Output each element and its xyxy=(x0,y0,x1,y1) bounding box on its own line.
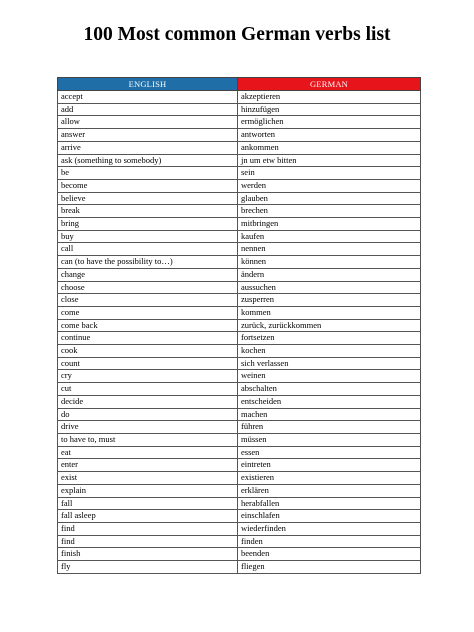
english-cell: cut xyxy=(58,383,238,396)
english-cell: explain xyxy=(58,484,238,497)
german-cell: glauben xyxy=(238,192,421,205)
german-cell: müssen xyxy=(238,433,421,446)
german-cell: ändern xyxy=(238,268,421,281)
english-cell: find xyxy=(58,522,238,535)
page-title: 100 Most common German verbs list xyxy=(83,24,391,45)
english-cell: fall xyxy=(58,497,238,510)
table-row xyxy=(58,383,421,396)
verbs-table xyxy=(57,77,421,574)
german-cell: zurück, zurückkommen xyxy=(238,319,421,332)
table-row xyxy=(58,408,421,421)
english-cell: can (to have the possibility to…) xyxy=(58,256,238,269)
english-cell: add xyxy=(58,103,238,116)
table-row xyxy=(58,205,421,218)
table-row xyxy=(58,510,421,523)
table-row xyxy=(58,268,421,281)
header-english: ENGLISH xyxy=(58,78,238,91)
english-cell: to have to, must xyxy=(58,433,238,446)
table-row xyxy=(58,446,421,459)
german-cell: einschlafen xyxy=(238,510,421,523)
table-row xyxy=(58,345,421,358)
german-cell: kochen xyxy=(238,345,421,358)
english-cell: cry xyxy=(58,370,238,383)
english-cell: break xyxy=(58,205,238,218)
english-cell: ask (something to somebody) xyxy=(58,154,238,167)
header-german: GERMAN xyxy=(238,78,421,91)
german-cell: herabfallen xyxy=(238,497,421,510)
german-cell: existieren xyxy=(238,472,421,485)
table-row xyxy=(58,433,421,446)
table-row xyxy=(58,548,421,561)
german-cell: essen xyxy=(238,446,421,459)
table-row xyxy=(58,129,421,142)
table-row xyxy=(58,91,421,104)
table-row xyxy=(58,535,421,548)
table-row xyxy=(58,370,421,383)
german-cell: werden xyxy=(238,179,421,192)
table-row xyxy=(58,154,421,167)
english-cell: close xyxy=(58,294,238,307)
table-row xyxy=(58,230,421,243)
german-cell: machen xyxy=(238,408,421,421)
table-row xyxy=(58,319,421,332)
english-cell: continue xyxy=(58,332,238,345)
german-cell: sein xyxy=(238,167,421,180)
german-cell: brechen xyxy=(238,205,421,218)
english-cell: eat xyxy=(58,446,238,459)
german-cell: hinzufügen xyxy=(238,103,421,116)
table-row xyxy=(58,459,421,472)
german-cell: mitbringen xyxy=(238,218,421,231)
table-row xyxy=(58,472,421,485)
german-cell: erklären xyxy=(238,484,421,497)
german-cell: akzeptieren xyxy=(238,91,421,104)
english-cell: fly xyxy=(58,561,238,574)
german-cell: kommen xyxy=(238,306,421,319)
english-cell: come xyxy=(58,306,238,319)
table-row xyxy=(58,243,421,256)
english-cell: change xyxy=(58,268,238,281)
english-cell: find xyxy=(58,535,238,548)
english-cell: call xyxy=(58,243,238,256)
german-cell: antworten xyxy=(238,129,421,142)
english-cell: drive xyxy=(58,421,238,434)
table-row xyxy=(58,497,421,510)
table-row xyxy=(58,281,421,294)
german-cell: fliegen xyxy=(238,561,421,574)
table-row xyxy=(58,561,421,574)
german-cell: aussuchen xyxy=(238,281,421,294)
english-cell: finish xyxy=(58,548,238,561)
german-cell: finden xyxy=(238,535,421,548)
english-cell: do xyxy=(58,408,238,421)
english-cell: fall asleep xyxy=(58,510,238,523)
table-row xyxy=(58,192,421,205)
english-cell: buy xyxy=(58,230,238,243)
german-cell: kaufen xyxy=(238,230,421,243)
table-row xyxy=(58,332,421,345)
table-row xyxy=(58,484,421,497)
german-cell: beenden xyxy=(238,548,421,561)
table-row xyxy=(58,306,421,319)
table-row xyxy=(58,116,421,129)
english-cell: answer xyxy=(58,129,238,142)
table-row xyxy=(58,395,421,408)
table-row xyxy=(58,179,421,192)
header-row xyxy=(58,78,421,91)
german-cell: führen xyxy=(238,421,421,434)
german-cell: ermöglichen xyxy=(238,116,421,129)
table-row xyxy=(58,141,421,154)
table-row xyxy=(58,218,421,231)
english-cell: become xyxy=(58,179,238,192)
english-cell: exist xyxy=(58,472,238,485)
german-cell: sich verlassen xyxy=(238,357,421,370)
english-cell: count xyxy=(58,357,238,370)
table-row xyxy=(58,522,421,535)
english-cell: come back xyxy=(58,319,238,332)
german-cell: ankommen xyxy=(238,141,421,154)
table-row xyxy=(58,103,421,116)
table-row xyxy=(58,357,421,370)
english-cell: bring xyxy=(58,218,238,231)
english-cell: believe xyxy=(58,192,238,205)
german-cell: weinen xyxy=(238,370,421,383)
german-cell: wiederfinden xyxy=(238,522,421,535)
german-cell: fortsetzen xyxy=(238,332,421,345)
english-cell: arrive xyxy=(58,141,238,154)
english-cell: cook xyxy=(58,345,238,358)
english-cell: accept xyxy=(58,91,238,104)
german-cell: können xyxy=(238,256,421,269)
german-cell: jn um etw bitten xyxy=(238,154,421,167)
english-cell: be xyxy=(58,167,238,180)
english-cell: enter xyxy=(58,459,238,472)
english-cell: allow xyxy=(58,116,238,129)
english-cell: choose xyxy=(58,281,238,294)
table-row xyxy=(58,294,421,307)
german-cell: eintreten xyxy=(238,459,421,472)
german-cell: entscheiden xyxy=(238,395,421,408)
english-cell: decide xyxy=(58,395,238,408)
table-row xyxy=(58,421,421,434)
table-row xyxy=(58,256,421,269)
german-cell: abschalten xyxy=(238,383,421,396)
german-cell: nennen xyxy=(238,243,421,256)
table-row xyxy=(58,167,421,180)
german-cell: zusperren xyxy=(238,294,421,307)
